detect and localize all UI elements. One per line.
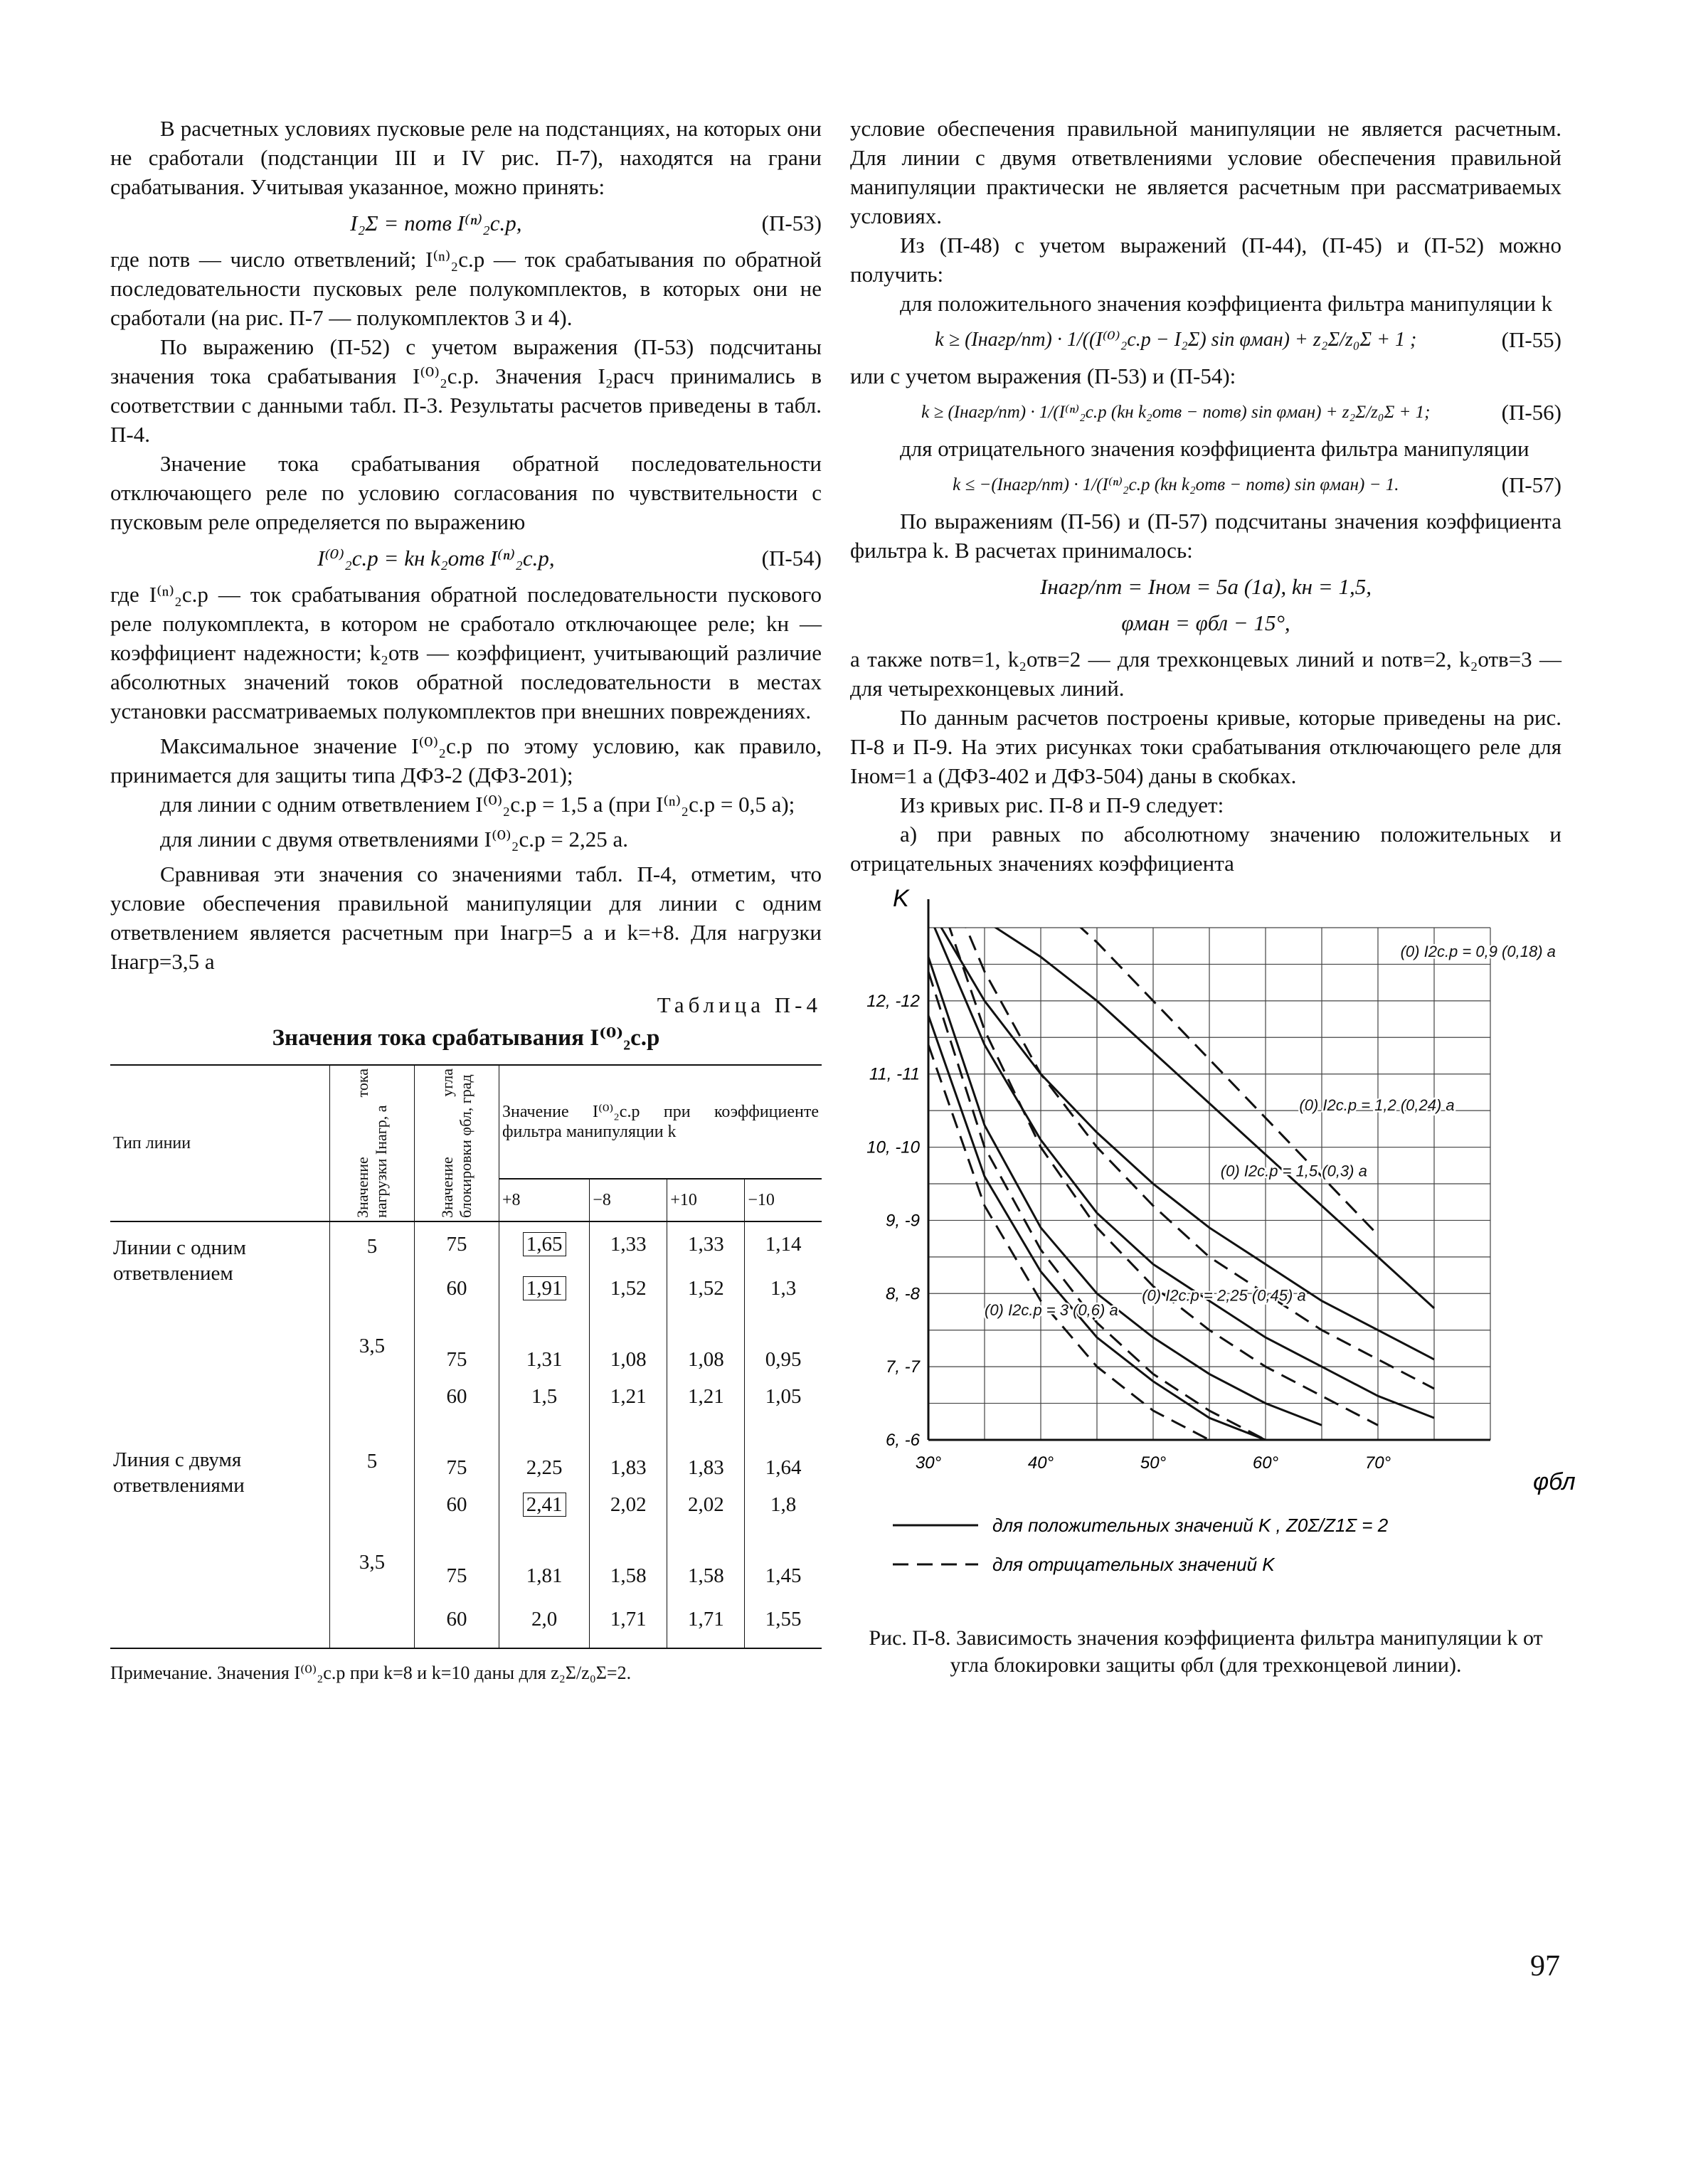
cell-value: 1,21 (667, 1374, 745, 1419)
cell-value: 1,8 (770, 1493, 797, 1516)
y-tick-label: 11, -11 (869, 1064, 920, 1084)
table-note: Примечание. Значения I⁽⁰⁾₂с.р при k=8 и k=10 даны для z₂Σ/z₀Σ=2. (110, 1663, 632, 1683)
table-row (110, 1221, 822, 1266)
cell-value: 1,05 (765, 1384, 802, 1408)
cell-angle: 60 (415, 1266, 499, 1310)
formula-number: (П-57) (1501, 472, 1561, 497)
formula-number: (П-56) (1501, 400, 1561, 425)
table-title: Значения тока срабатывания I⁽⁰⁾₂с.р (272, 1025, 660, 1051)
cell-type: Линии с одним ответвлением (110, 1221, 330, 1419)
paragraph: Значение тока срабатывания обратной последовательности отключающего реле по условию согласования по чувствительности с пусковым реле определяется по выражению (110, 451, 822, 534)
y-tick-label: 8, -8 (885, 1284, 920, 1304)
right-column (850, 114, 1576, 1679)
cell-value: 1,52 (667, 1266, 745, 1310)
formula-text: I⁽⁰⁾₂с.р = kн k₂отв I⁽ⁿ⁾₂с.р, (317, 546, 555, 571)
header-angle-text: Значение угла блокировки φбл, град (438, 1069, 474, 1218)
figure-caption: Рис. П-8. Зависимость значения коэффициента фильтра манипуляции k от угла блокировки защиты φбл (для трехконцевой линии). (869, 1626, 1543, 1677)
legend-label: для отрицательных значений K (992, 1554, 1275, 1575)
formula-p53 (110, 208, 822, 238)
y-axis-label: K (893, 885, 909, 912)
cell-value: 2,02 (667, 1483, 745, 1527)
cell-value: 1,14 (765, 1232, 802, 1256)
boxed-value: 1,65 (523, 1232, 566, 1256)
chart-figure (850, 885, 1576, 1618)
cell-value: 1,08 (590, 1310, 667, 1374)
x-tick-label: 40° (1027, 1453, 1054, 1473)
paragraph: а также nотв=1, k₂отв=2 — для трехконцевых линий и nотв=2, k₂отв=3 — для четырехконцевых линий. (850, 647, 1561, 701)
paragraph: В расчетных условиях пусковые реле на подстанциях, на которых они не сработали (подстанции III и IV рис. П-7), находятся на грани срабатывания. Учитывая указанное, можно принять: (110, 116, 822, 199)
cell-angle: 75 (415, 1527, 499, 1591)
curve-label: (0) I2c.p = 0,9 (0,18) a (1400, 943, 1556, 961)
formula-p57 (850, 470, 1561, 499)
cell-value: 1,64 (765, 1456, 802, 1479)
paragraph: По выражению (П-52) с учетом выражения (П-53) подсчитаны значения тока срабатывания I⁽⁰⁾₂с.р. Значения I₂расч принимались в соответствии с данными табл. П-3. Результаты расчетов приведены в табл. П-4. (110, 334, 822, 447)
x-tick-label: 30° (915, 1453, 942, 1473)
formula-p55 (850, 325, 1561, 354)
paragraph: для положительного значения коэффициента фильтра манипуляции k (900, 291, 1553, 316)
y-tick-label: 7, -7 (885, 1357, 920, 1377)
formula-p56 (850, 398, 1561, 427)
y-tick-label: 9, -9 (885, 1211, 920, 1231)
y-tick-label: 10, -10 (866, 1138, 920, 1157)
formula-p54 (110, 544, 822, 573)
paragraph: где I⁽ⁿ⁾₂с.р — ток срабатывания обратной последовательности пускового реле полукомплекта, в котором не сработало отключающее реле; kн — коэффициент надежности; k₂отв — коэффициент, учитывающий различие абсолютных значений токов обратной последовательности в местах установки рассматриваемых полукомплектов при внешних повреждениях. (110, 582, 822, 723)
cell-value: 1,83 (667, 1419, 745, 1483)
header-k: −10 (745, 1179, 822, 1221)
cell-value: 0,95 (765, 1348, 802, 1371)
header-type: Тип линии (110, 1065, 330, 1221)
paragraph: условие обеспечения правильной манипуляции не является расчетным. Для линии с двумя ответвлениями условие обеспечения правильной манипуляции практически не является расчетным при рассматриваемых условиях. (850, 116, 1561, 228)
cell-value: 1,55 (765, 1607, 802, 1631)
cell-load: 5 (330, 1221, 415, 1310)
table-caption: Таблица П-4 (657, 992, 822, 1017)
cell-value: 1,31 (499, 1310, 590, 1374)
x-tick-label: 60° (1252, 1453, 1279, 1473)
cell-value: 1,58 (590, 1527, 667, 1591)
y-tick-label: 12, -12 (866, 991, 920, 1011)
cell-load: 3,5 (330, 1310, 415, 1419)
calc-line (850, 608, 1561, 637)
paragraph: а) при равных по абсолютному значению положительных и отрицательных значениях коэффициента (850, 822, 1561, 876)
cell-value (499, 1221, 590, 1266)
cell-value: 1,58 (667, 1527, 745, 1591)
header-load-text: Значение тока нагрузки Iнагр, а (354, 1069, 390, 1218)
cell-angle: 60 (415, 1374, 499, 1419)
cell-value: 1,52 (590, 1266, 667, 1310)
formula-text: I₂Σ = nотв I⁽ⁿ⁾₂с.р, (350, 211, 522, 235)
cell-type: Линия с двумя ответвлениями (110, 1419, 330, 1648)
header-k: −8 (590, 1179, 667, 1221)
header-load (330, 1065, 415, 1221)
paragraph: Максимальное значение I⁽⁰⁾₂с.р по этому условию, как правило, принимается для защиты типа ДФЗ-2 (ДФЗ-201); (110, 733, 822, 788)
curve-label: (0) I2c.p = 1,5 (0,3) a (1220, 1162, 1367, 1180)
paragraph: для линии с двумя ответвлениями I⁽⁰⁾₂с.р = 2,25 а. (160, 827, 628, 852)
x-tick-label: 70° (1364, 1453, 1391, 1473)
curve-label: (0) I2c.p = 3 (0,6) a (985, 1301, 1118, 1320)
y-tick-label: 6, -6 (885, 1431, 920, 1450)
cell-angle: 75 (415, 1419, 499, 1483)
paragraph: или с учетом выражения (П-53) и (П-54): (850, 364, 1236, 388)
cell-value: 2,0 (499, 1591, 590, 1648)
calc-text: Iнагр/nт = Iном = 5а (1а), kн = 1,5, (1040, 574, 1372, 599)
cell-value: 2,02 (590, 1483, 667, 1527)
x-tick-label: 50° (1140, 1453, 1167, 1473)
formula-text: k ≤ −(Iнагр/nт) · 1/(I⁽ⁿ⁾₂с.р (kн k₂отв − nотв) sin φман) − 1. (953, 475, 1399, 494)
calc-line (850, 572, 1561, 601)
paragraph: Из кривых рис. П-8 и П-9 следует: (900, 793, 1224, 817)
cell-value: 1,83 (590, 1419, 667, 1483)
cell-value: 1,71 (667, 1591, 745, 1648)
cell-angle: 75 (415, 1221, 499, 1266)
header-group: Значение I⁽⁰⁾₂с.р при коэффициенте фильтра манипуляции k (499, 1065, 822, 1179)
paragraph: Сравнивая эти значения со значениями табл. П-4, отметим, что условие обеспечения правильной манипуляции для линии с одним ответвлением является расчетным при Iнагр=5 а и k=+8. Для нагрузки Iнагр=3,5 а (110, 862, 822, 974)
curve-label: (0) I2c.p = 2,25 (0,45) a (1142, 1286, 1306, 1305)
data-table (110, 1064, 822, 1649)
paragraph: где nотв — число ответвлений; I⁽ⁿ⁾₂с.р — ток срабатывания по обратной последовательности пусковых реле полукомплектов, в которых они не сработали (на рис. П-7 — полукомплектов 3 и 4). (110, 247, 822, 330)
cell-value: 1,33 (590, 1221, 667, 1266)
cell-value: 2,25 (499, 1419, 590, 1483)
formula-number: (П-55) (1501, 327, 1561, 352)
header-k: +10 (667, 1179, 745, 1221)
cell-load: 3,5 (330, 1527, 415, 1648)
paragraph: для отрицательного значения коэффициента фильтра манипуляции (900, 436, 1529, 461)
boxed-value: 1,91 (523, 1276, 566, 1300)
calc-text: φман = φбл − 15°, (1121, 610, 1290, 635)
cell-value: 1,5 (499, 1374, 590, 1419)
paragraph: Из (П-48) с учетом выражений (П-44), (П-45) и (П-52) можно получить: (850, 233, 1561, 287)
left-column (110, 114, 822, 1686)
cell-value: 1,3 (770, 1276, 797, 1300)
cell-angle: 60 (415, 1483, 499, 1527)
header-k: +8 (499, 1179, 590, 1221)
formula-text: k ≥ (Iнагр/nт) · 1/((I⁽⁰⁾₂с.р − I₂Σ) sin φман) + z₂Σ/z₀Σ + 1 ; (935, 329, 1417, 351)
cell-value: 1,33 (667, 1221, 745, 1266)
cell-value: 1,81 (499, 1527, 590, 1591)
formula-text: k ≥ (Iнагр/nт) · 1/(I⁽ⁿ⁾₂с.р (kн k₂отв − nотв) sin φман) + z₂Σ/z₀Σ + 1; (921, 403, 1431, 422)
table-row (110, 1419, 822, 1483)
page-number: 97 (1530, 1950, 1560, 1983)
legend-label: для положительных значений K , Z0Σ/Z1Σ = 2 (992, 1515, 1389, 1536)
cell-value (499, 1266, 590, 1310)
x-axis-label: φбл (1533, 1468, 1576, 1495)
header-angle (415, 1065, 499, 1221)
boxed-value: 2,41 (523, 1493, 566, 1517)
cell-angle: 60 (415, 1591, 499, 1648)
cell-value: 1,08 (667, 1310, 745, 1374)
paragraph: По данным расчетов построены кривые, которые приведены на рис. П-8 и П-9. На этих рисунках токи срабатывания отключающего реле для Iном=1 а (ДФЗ-402 и ДФЗ-504) даны в скобках. (850, 705, 1561, 788)
cell-value (499, 1483, 590, 1527)
paragraph: По выражениям (П-56) и (П-57) подсчитаны значения коэффициента фильтра k. В расчетах принималось: (850, 509, 1561, 563)
formula-number: (П-54) (761, 546, 822, 571)
cell-load: 5 (330, 1419, 415, 1527)
cell-value: 1,45 (765, 1564, 802, 1587)
curve-label: (0) I2c.p = 1,2 (0,24) a (1299, 1096, 1455, 1115)
cell-angle: 75 (415, 1310, 499, 1374)
formula-number: (П-53) (761, 211, 822, 235)
paragraph: для линии с одним ответвлением I⁽⁰⁾₂с.р = 1,5 а (при I⁽ⁿ⁾₂с.р = 0,5 а); (160, 792, 795, 817)
cell-value: 1,71 (590, 1591, 667, 1648)
cell-value: 1,21 (590, 1374, 667, 1419)
